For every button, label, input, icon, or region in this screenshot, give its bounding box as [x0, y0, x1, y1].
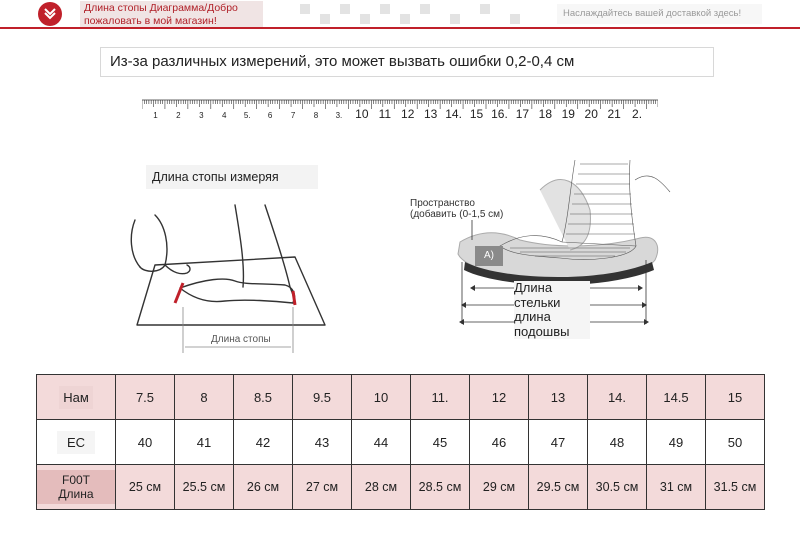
table-cell: 15 — [706, 375, 765, 420]
header-bar — [0, 0, 800, 29]
decorative-square — [360, 14, 370, 24]
table-cell: 25 см — [116, 465, 175, 510]
ruler-label: 5. — [243, 111, 251, 120]
ruler-label: 4 — [222, 111, 227, 120]
ruler — [142, 96, 658, 122]
ruler-label: 3. — [335, 111, 343, 120]
table-cell: 13 — [529, 375, 588, 420]
ruler-label: 1 — [153, 111, 158, 120]
table-cell: 28.5 см — [411, 465, 470, 510]
ruler-label: 21 — [607, 107, 621, 121]
header-title: Длина стопы Диаграмма/Добро пожаловать в мой магазин! — [80, 1, 263, 27]
row-label — [37, 420, 116, 465]
table-cell: 41 — [175, 420, 234, 465]
ruler-label: 14. — [445, 107, 462, 121]
table-cell: 30.5 см — [588, 465, 647, 510]
ruler-label: 11 — [378, 107, 392, 121]
decorative-square — [320, 14, 330, 24]
decorative-square — [340, 4, 350, 14]
header-slogan: Наслаждайтесь вашей доставкой здесь! — [557, 4, 762, 24]
table-cell: 31 см — [647, 465, 706, 510]
space-allowance-note: Пространство (добавить (0-1,5 см) — [410, 198, 508, 220]
marker-a: A) — [475, 246, 503, 266]
table-cell: 29.5 см — [529, 465, 588, 510]
table-cell: 7.5 — [116, 375, 175, 420]
table-cell: 45 — [411, 420, 470, 465]
decorative-square — [450, 14, 460, 24]
table-cell: 8.5 — [234, 375, 293, 420]
table-cell: 44 — [352, 420, 411, 465]
table-cell: 50 — [706, 420, 765, 465]
foot-measure-caption: Длина стопы измеряя — [146, 165, 318, 189]
table-cell: 46 — [470, 420, 529, 465]
table-row — [37, 375, 765, 420]
table-cell: 8 — [175, 375, 234, 420]
table-cell: 10 — [352, 375, 411, 420]
table-cell: 14. — [588, 375, 647, 420]
table-cell: 40 — [116, 420, 175, 465]
row-label — [37, 375, 116, 420]
ruler-label: 17 — [515, 107, 530, 121]
ruler-label: 2. — [632, 107, 643, 121]
ruler-label: 18 — [538, 107, 553, 121]
table-cell: 14.5 — [647, 375, 706, 420]
measurement-note — [100, 47, 714, 77]
table-cell: 9.5 — [293, 375, 352, 420]
table-cell: 25.5 см — [175, 465, 234, 510]
table-cell: 47 — [529, 420, 588, 465]
row-label-text: Нам — [59, 386, 93, 409]
table-cell: 11. — [411, 375, 470, 420]
ruler-label: 6 — [267, 111, 273, 120]
ruler-label: 15 — [469, 107, 484, 121]
table-cell: 31.5 см — [706, 465, 765, 510]
note-text: Из-за различных измерений, это может вызвать ошибки 0,2-0,4 см — [110, 53, 575, 70]
store-logo[interactable] — [38, 2, 62, 26]
table-cell: 48 — [588, 420, 647, 465]
table-cell: 12 — [470, 375, 529, 420]
decorative-square — [480, 4, 490, 14]
row-label-text: ЕС — [57, 431, 95, 454]
decorative-square — [510, 14, 520, 24]
table-cell: 27 см — [293, 465, 352, 510]
table-row — [37, 465, 765, 510]
ruler-label: 3 — [199, 111, 204, 120]
ruler-label: 7 — [290, 111, 296, 120]
decorative-square — [380, 4, 390, 14]
chevron-down-icon — [43, 6, 57, 20]
ruler-label: 10 — [355, 107, 369, 121]
row-label-text: F00T Длина — [37, 470, 115, 504]
table-cell: 26 см — [234, 465, 293, 510]
table-cell: 43 — [293, 420, 352, 465]
decorative-square — [400, 14, 410, 24]
size-chart-table — [36, 374, 765, 510]
decorative-square — [300, 4, 310, 14]
row-label — [37, 465, 116, 510]
ruler-label: 2 — [176, 111, 181, 120]
ruler-label: 20 — [584, 107, 598, 121]
header-divider — [0, 27, 800, 29]
ruler-label: 16. — [491, 107, 508, 121]
ruler-label: 13 — [423, 107, 438, 121]
table-cell: 42 — [234, 420, 293, 465]
table-cell: 28 см — [352, 465, 411, 510]
insole-length-label: Длина стельки длина подошвы — [514, 281, 590, 339]
foot-length-caption: Длина стопы — [211, 334, 271, 345]
decorative-square — [420, 4, 430, 14]
table-cell: 49 — [647, 420, 706, 465]
table-row — [37, 420, 765, 465]
ruler-label: 12 — [401, 107, 415, 121]
ruler-label: 8 — [313, 111, 319, 120]
ruler-label: 19 — [561, 107, 575, 121]
table-cell: 29 см — [470, 465, 529, 510]
